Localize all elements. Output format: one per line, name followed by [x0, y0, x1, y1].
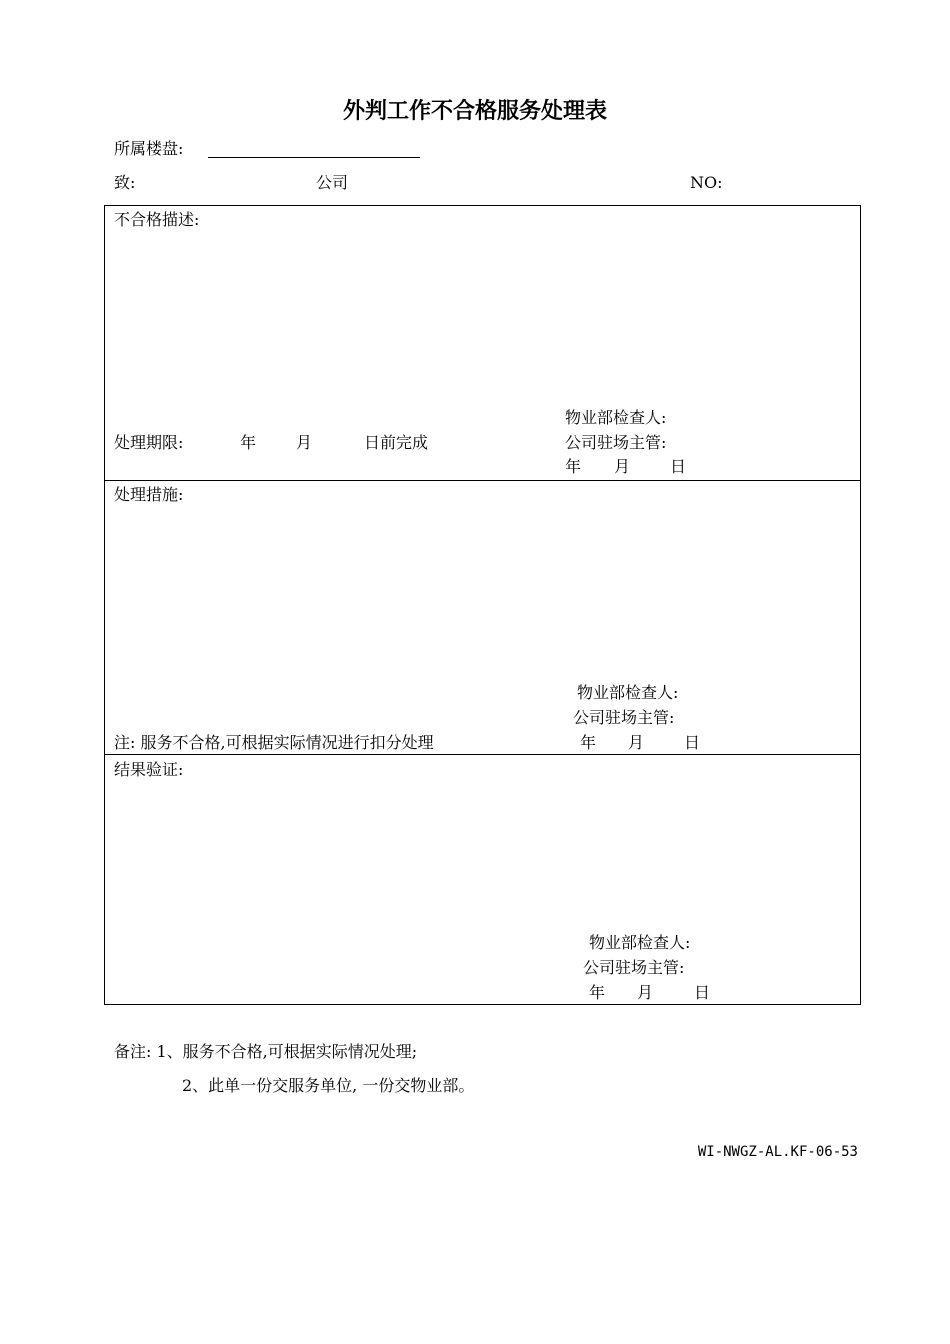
property-underline[interactable] — [208, 157, 420, 158]
date-year-2: 年 — [580, 733, 597, 752]
measures-heading: 处理措施: — [114, 485, 184, 504]
verification-heading: 结果验证: — [114, 760, 184, 779]
deadline-label: 处理期限: — [114, 433, 184, 452]
form-code: WI-NWGZ-AL.KF-06-53 — [697, 1144, 858, 1160]
supervisor-label-3: 公司驻场主管: — [583, 958, 685, 977]
to-label: 致: — [114, 173, 136, 192]
property-label: 所属楼盘: — [114, 139, 184, 158]
section-divider-1 — [104, 480, 860, 481]
date-month-2: 月 — [628, 733, 645, 752]
deadline-day: 日前完成 — [364, 433, 429, 452]
nonconformity-heading: 不合格描述: — [114, 210, 200, 229]
deduction-note: 注: 服务不合格,可根据实际情况进行扣分处理 — [114, 733, 434, 752]
supervisor-label-2: 公司驻场主管: — [573, 708, 675, 727]
company-label: 公司 — [316, 173, 349, 192]
inspector-label-3: 物业部检查人: — [589, 933, 691, 952]
date-month-1: 月 — [614, 457, 631, 476]
inspector-label-2: 物业部检查人: — [577, 683, 679, 702]
form-table — [104, 205, 861, 1005]
remarks-line-1: 备注: 1、服务不合格,可根据实际情况处理; — [114, 1042, 418, 1061]
section-divider-2 — [104, 754, 860, 755]
deadline-year: 年 — [240, 433, 257, 452]
date-year-3: 年 — [589, 983, 606, 1002]
no-label: NO: — [690, 173, 723, 192]
inspector-label-1: 物业部检查人: — [565, 408, 667, 427]
supervisor-label-1: 公司驻场主管: — [565, 433, 667, 452]
date-day-1: 日 — [670, 457, 687, 476]
date-day-2: 日 — [684, 733, 701, 752]
page-title: 外判工作不合格服务处理表 — [342, 98, 607, 124]
date-day-3: 日 — [694, 983, 711, 1002]
remarks-line-2: 2、此单一份交服务单位, 一份交物业部。 — [182, 1076, 475, 1095]
date-month-3: 月 — [637, 983, 654, 1002]
date-year-1: 年 — [565, 457, 582, 476]
deadline-month: 月 — [296, 433, 313, 452]
